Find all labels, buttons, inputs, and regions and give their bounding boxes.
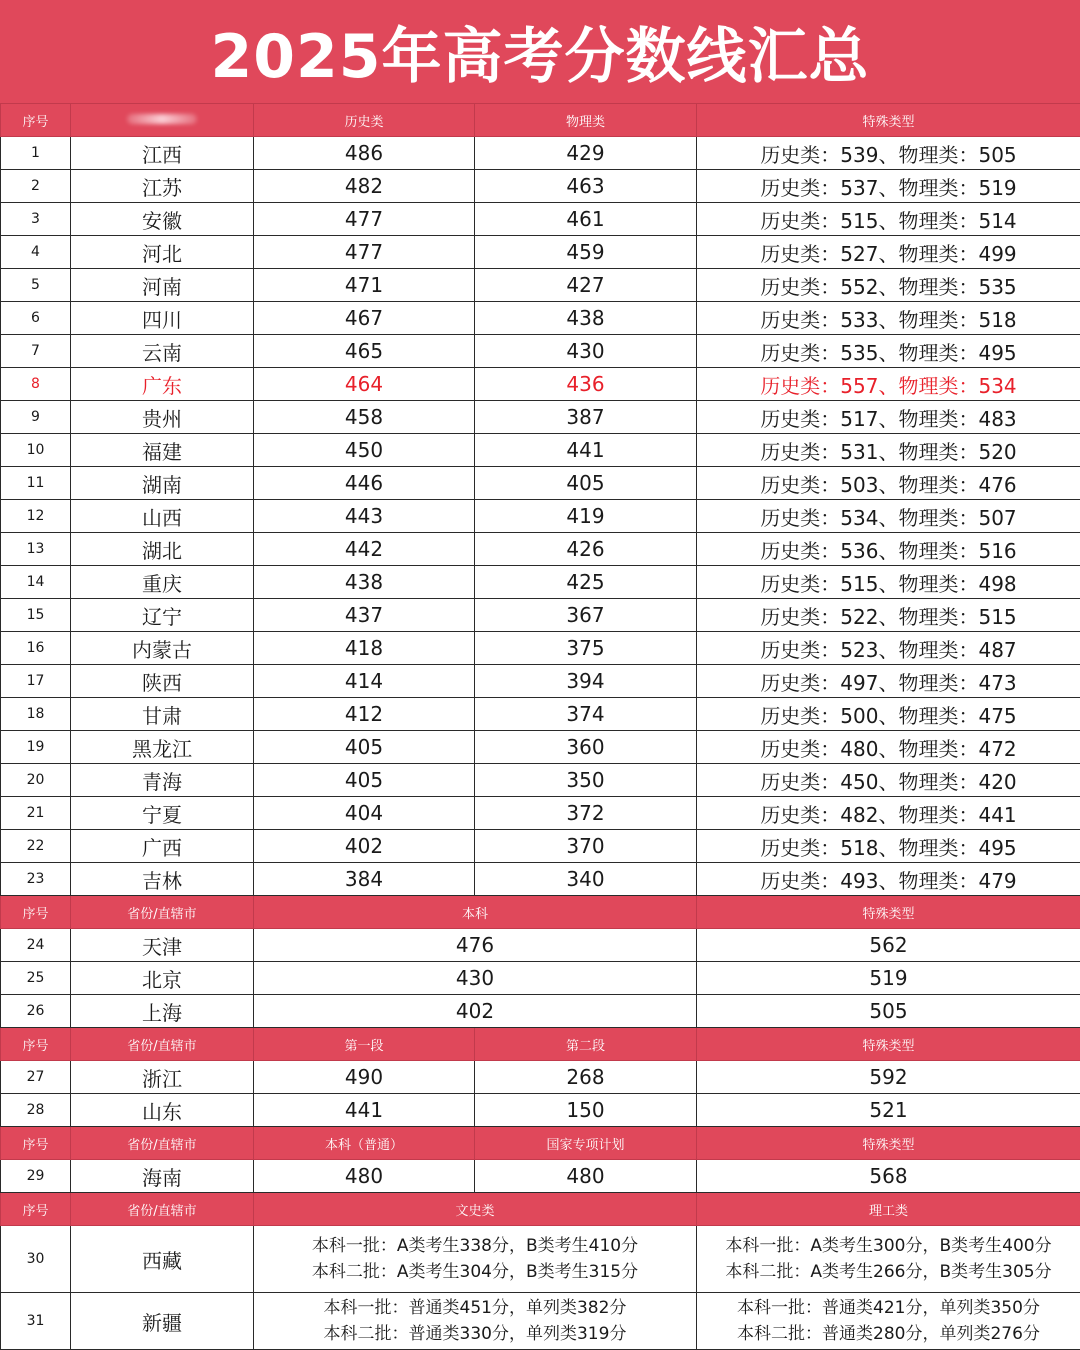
table-row [1, 467, 1080, 500]
row-index: 5 [1, 269, 71, 302]
table-row [1, 1094, 1080, 1127]
undergrad-score-cell: 430 [254, 962, 697, 995]
province-cell: 天津 [71, 929, 254, 962]
history-score-cell: 443 [254, 500, 475, 533]
physics-score-cell: 375 [475, 632, 697, 665]
header-cell-index: 序号 [1, 104, 71, 137]
row-index: 29 [1, 1160, 71, 1193]
history-score-cell: 414 [254, 665, 475, 698]
row-index: 24 [1, 929, 71, 962]
row-index: 6 [1, 302, 71, 335]
table-row [1, 797, 1080, 830]
row-index: 28 [1, 1094, 71, 1127]
arts-line-2: 本科二批：普通类330分，单列类319分 [254, 1321, 696, 1347]
history-score-cell: 464 [254, 368, 475, 401]
table-row [1, 929, 1080, 962]
national-plan-score-cell: 480 [475, 1160, 697, 1193]
province-cell: 宁夏 [71, 797, 254, 830]
section2-header-row [1, 896, 1080, 929]
table-row [1, 335, 1080, 368]
table-row [1, 731, 1080, 764]
row-index: 8 [1, 368, 71, 401]
score-table [0, 103, 1080, 1350]
header-cell-province: 省份/直辖市 [71, 1193, 254, 1226]
row-index: 1 [1, 137, 71, 170]
blurred-label [127, 114, 197, 124]
header-cell-index: 序号 [1, 896, 71, 929]
arts-line-2: 本科二批：A类考生304分，B类考生315分 [254, 1259, 696, 1285]
row-index: 4 [1, 236, 71, 269]
province-cell: 辽宁 [71, 599, 254, 632]
header-cell-undergrad: 本科 [254, 896, 697, 929]
second-tier-score-cell: 268 [475, 1061, 697, 1094]
province-cell: 甘肃 [71, 698, 254, 731]
page-title: 2025年高考分数线汇总 [211, 9, 870, 95]
history-score-cell: 402 [254, 830, 475, 863]
special-score-cell: 562 [697, 929, 1080, 962]
row-index: 19 [1, 731, 71, 764]
history-score-cell: 405 [254, 764, 475, 797]
physics-score-cell: 461 [475, 203, 697, 236]
section4-header-row [1, 1127, 1080, 1160]
province-cell: 山东 [71, 1094, 254, 1127]
table-row [1, 566, 1080, 599]
province-cell: 广东 [71, 368, 254, 401]
province-cell: 新疆 [71, 1293, 254, 1350]
special-score-cell: 历史类：557、物理类：534 [697, 368, 1080, 401]
special-score-cell: 历史类：552、物理类：535 [697, 269, 1080, 302]
row-index: 11 [1, 467, 71, 500]
physics-score-cell: 429 [475, 137, 697, 170]
special-score-cell: 历史类：517、物理类：483 [697, 401, 1080, 434]
special-score-cell: 历史类：450、物理类：420 [697, 764, 1080, 797]
province-cell: 江苏 [71, 170, 254, 203]
table-row [1, 401, 1080, 434]
row-index: 27 [1, 1061, 71, 1094]
row-index: 21 [1, 797, 71, 830]
history-score-cell: 442 [254, 533, 475, 566]
table-row [1, 1293, 1080, 1350]
province-cell: 北京 [71, 962, 254, 995]
history-score-cell: 405 [254, 731, 475, 764]
table-row [1, 500, 1080, 533]
physics-score-cell: 459 [475, 236, 697, 269]
physics-score-cell: 370 [475, 830, 697, 863]
header-cell-second-tier: 第二段 [475, 1028, 697, 1061]
province-cell: 陕西 [71, 665, 254, 698]
header-cell-physics: 物理类 [475, 104, 697, 137]
physics-score-cell: 427 [475, 269, 697, 302]
physics-score-cell: 387 [475, 401, 697, 434]
row-index: 25 [1, 962, 71, 995]
history-score-cell: 412 [254, 698, 475, 731]
science-line-1: 本科一批：普通类421分，单列类350分 [697, 1295, 1080, 1321]
special-score-cell: 历史类：500、物理类：475 [697, 698, 1080, 731]
physics-score-cell: 438 [475, 302, 697, 335]
physics-score-cell: 350 [475, 764, 697, 797]
science-line-2: 本科二批：A类考生266分，B类考生305分 [697, 1259, 1080, 1285]
row-index: 9 [1, 401, 71, 434]
physics-score-cell: 419 [475, 500, 697, 533]
province-cell: 福建 [71, 434, 254, 467]
history-score-cell: 384 [254, 863, 475, 896]
special-score-cell: 历史类：535、物理类：495 [697, 335, 1080, 368]
physics-score-cell: 436 [475, 368, 697, 401]
province-cell: 海南 [71, 1160, 254, 1193]
special-score-cell: 历史类：515、物理类：514 [697, 203, 1080, 236]
score-table-body [1, 104, 1080, 1350]
special-score-cell: 历史类：527、物理类：499 [697, 236, 1080, 269]
header-cell-history: 历史类 [254, 104, 475, 137]
row-index: 31 [1, 1293, 71, 1350]
physics-score-cell: 340 [475, 863, 697, 896]
header-cell-index: 序号 [1, 1193, 71, 1226]
header-cell-arts: 文史类 [254, 1193, 697, 1226]
science-line-2: 本科二批：普通类280分，单列类276分 [697, 1321, 1080, 1347]
table-row [1, 236, 1080, 269]
special-score-cell: 历史类：493、物理类：479 [697, 863, 1080, 896]
province-cell: 吉林 [71, 863, 254, 896]
header-cell-science: 理工类 [697, 1193, 1080, 1226]
science-line-1: 本科一批：A类考生300分，B类考生400分 [697, 1233, 1080, 1259]
arts-line-1: 本科一批：普通类451分，单列类382分 [254, 1295, 696, 1321]
special-score-cell: 505 [697, 995, 1080, 1028]
row-index: 22 [1, 830, 71, 863]
table-row [1, 995, 1080, 1028]
province-cell: 河北 [71, 236, 254, 269]
province-cell: 安徽 [71, 203, 254, 236]
header-cell-province: 省份/直辖市 [71, 1127, 254, 1160]
header-cell-index: 序号 [1, 1127, 71, 1160]
section5-header-row [1, 1193, 1080, 1226]
special-score-cell: 历史类：523、物理类：487 [697, 632, 1080, 665]
special-score-cell: 历史类：537、物理类：519 [697, 170, 1080, 203]
title-banner [0, 0, 1080, 103]
special-score-cell: 历史类：531、物理类：520 [697, 434, 1080, 467]
history-score-cell: 482 [254, 170, 475, 203]
row-index: 17 [1, 665, 71, 698]
physics-score-cell: 430 [475, 335, 697, 368]
province-cell: 青海 [71, 764, 254, 797]
row-index: 15 [1, 599, 71, 632]
physics-score-cell: 372 [475, 797, 697, 830]
row-index: 12 [1, 500, 71, 533]
table-row [1, 830, 1080, 863]
history-score-cell: 465 [254, 335, 475, 368]
row-index: 3 [1, 203, 71, 236]
physics-score-cell: 367 [475, 599, 697, 632]
special-score-cell: 592 [697, 1061, 1080, 1094]
province-cell: 山西 [71, 500, 254, 533]
header-cell-undergrad-regular: 本科（普通） [254, 1127, 475, 1160]
table-row [1, 665, 1080, 698]
table-row [1, 203, 1080, 236]
header-cell-special: 特殊类型 [697, 1127, 1080, 1160]
header-cell-index: 序号 [1, 1028, 71, 1061]
second-tier-score-cell: 150 [475, 1094, 697, 1127]
table-row [1, 632, 1080, 665]
row-index: 16 [1, 632, 71, 665]
province-cell: 四川 [71, 302, 254, 335]
table-row [1, 962, 1080, 995]
table-row [1, 269, 1080, 302]
row-index: 23 [1, 863, 71, 896]
physics-score-cell: 426 [475, 533, 697, 566]
table-row [1, 863, 1080, 896]
province-cell: 内蒙古 [71, 632, 254, 665]
special-score-cell: 历史类：522、物理类：515 [697, 599, 1080, 632]
history-score-cell: 471 [254, 269, 475, 302]
physics-score-cell: 425 [475, 566, 697, 599]
row-index: 20 [1, 764, 71, 797]
history-score-cell: 446 [254, 467, 475, 500]
row-index: 2 [1, 170, 71, 203]
first-tier-score-cell: 441 [254, 1094, 475, 1127]
undergrad-score-cell: 476 [254, 929, 697, 962]
table-row [1, 368, 1080, 401]
physics-score-cell: 441 [475, 434, 697, 467]
province-cell: 广西 [71, 830, 254, 863]
header-cell-national-plan: 国家专项计划 [475, 1127, 697, 1160]
province-cell: 湖南 [71, 467, 254, 500]
physics-score-cell: 463 [475, 170, 697, 203]
province-cell: 云南 [71, 335, 254, 368]
row-index: 14 [1, 566, 71, 599]
header-cell-special: 特殊类型 [697, 896, 1080, 929]
history-score-cell: 477 [254, 203, 475, 236]
table-row [1, 434, 1080, 467]
row-index: 26 [1, 995, 71, 1028]
physics-score-cell: 394 [475, 665, 697, 698]
special-score-cell: 历史类：480、物理类：472 [697, 731, 1080, 764]
table-row [1, 599, 1080, 632]
table-row [1, 533, 1080, 566]
table-row [1, 1160, 1080, 1193]
province-cell: 江西 [71, 137, 254, 170]
history-score-cell: 477 [254, 236, 475, 269]
province-cell: 湖北 [71, 533, 254, 566]
history-score-cell: 418 [254, 632, 475, 665]
table-row [1, 764, 1080, 797]
physics-score-cell: 360 [475, 731, 697, 764]
special-score-cell: 历史类：534、物理类：507 [697, 500, 1080, 533]
special-score-cell: 历史类：518、物理类：495 [697, 830, 1080, 863]
row-index: 30 [1, 1226, 71, 1293]
arts-score-cell [254, 1226, 697, 1293]
section1-header-row [1, 104, 1080, 137]
header-cell-province-blurred [71, 104, 254, 137]
province-cell: 西藏 [71, 1226, 254, 1293]
header-cell-special: 特殊类型 [697, 1028, 1080, 1061]
header-cell-first-tier: 第一段 [254, 1028, 475, 1061]
science-score-cell [697, 1226, 1080, 1293]
history-score-cell: 467 [254, 302, 475, 335]
row-index: 18 [1, 698, 71, 731]
physics-score-cell: 374 [475, 698, 697, 731]
section3-header-row [1, 1028, 1080, 1061]
row-index: 13 [1, 533, 71, 566]
history-score-cell: 438 [254, 566, 475, 599]
header-cell-province: 省份/直辖市 [71, 1028, 254, 1061]
special-score-cell: 519 [697, 962, 1080, 995]
special-score-cell: 历史类：482、物理类：441 [697, 797, 1080, 830]
arts-line-1: 本科一批：A类考生338分，B类考生410分 [254, 1233, 696, 1259]
row-index: 10 [1, 434, 71, 467]
physics-score-cell: 405 [475, 467, 697, 500]
special-score-cell: 历史类：497、物理类：473 [697, 665, 1080, 698]
special-score-cell: 历史类：515、物理类：498 [697, 566, 1080, 599]
province-cell: 上海 [71, 995, 254, 1028]
province-cell: 河南 [71, 269, 254, 302]
history-score-cell: 450 [254, 434, 475, 467]
header-cell-special: 特殊类型 [697, 104, 1080, 137]
arts-score-cell [254, 1293, 697, 1350]
table-row [1, 1061, 1080, 1094]
row-index: 7 [1, 335, 71, 368]
first-tier-score-cell: 490 [254, 1061, 475, 1094]
table-row [1, 170, 1080, 203]
special-score-cell: 历史类：536、物理类：516 [697, 533, 1080, 566]
history-score-cell: 458 [254, 401, 475, 434]
province-cell: 浙江 [71, 1061, 254, 1094]
special-score-cell: 521 [697, 1094, 1080, 1127]
undergrad-score-cell: 402 [254, 995, 697, 1028]
special-score-cell: 历史类：533、物理类：518 [697, 302, 1080, 335]
header-cell-province: 省份/直辖市 [71, 896, 254, 929]
history-score-cell: 437 [254, 599, 475, 632]
table-row [1, 1226, 1080, 1293]
undergrad-regular-score-cell: 480 [254, 1160, 475, 1193]
science-score-cell [697, 1293, 1080, 1350]
special-score-cell: 历史类：503、物理类：476 [697, 467, 1080, 500]
table-row [1, 137, 1080, 170]
special-score-cell: 历史类：539、物理类：505 [697, 137, 1080, 170]
province-cell: 贵州 [71, 401, 254, 434]
province-cell: 重庆 [71, 566, 254, 599]
history-score-cell: 404 [254, 797, 475, 830]
table-row [1, 302, 1080, 335]
special-score-cell: 568 [697, 1160, 1080, 1193]
history-score-cell: 486 [254, 137, 475, 170]
province-cell: 黑龙江 [71, 731, 254, 764]
table-row [1, 698, 1080, 731]
